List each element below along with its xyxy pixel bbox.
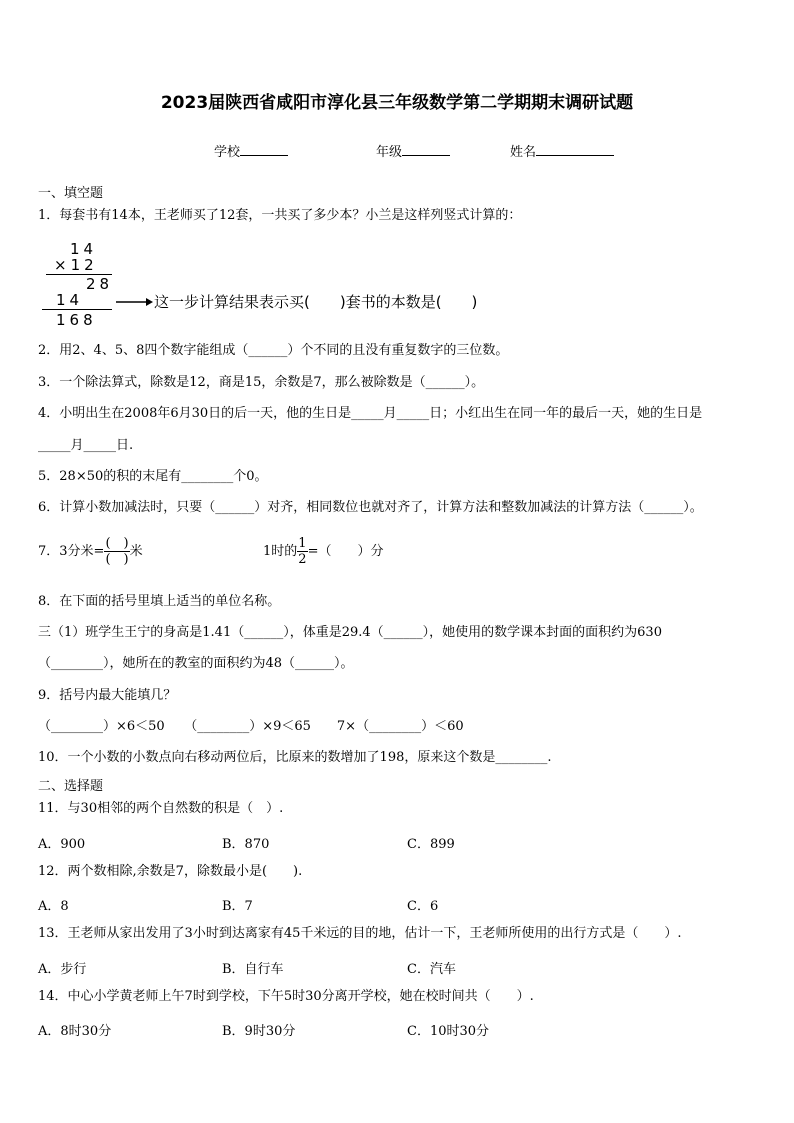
q12-option-a[interactable]: A．8 [38,899,69,914]
calc-row-multiplier: ×12 [54,256,98,274]
q7-left-prefix: 7．3分米= [38,544,105,559]
question-4-continued: _____月_____日. [38,438,134,453]
question-9-items: （________）×6＜50 （________）×9＜65 7×（________）＜60 [38,719,464,734]
q13-option-b[interactable]: B．自行车 [222,962,284,977]
q11-option-a[interactable]: A．900 [38,837,86,852]
grade-field [376,141,450,160]
q12-option-c[interactable]: C．6 [407,899,439,914]
question-14: 14．中心小学黄老师上午7时到学校，下午5时30分离开学校，她在校时间共（ ）. [38,989,534,1004]
q14-option-c[interactable]: C．10时30分 [407,1024,490,1039]
calc-row-partial-1: 28 [86,275,114,293]
question-12: 12．两个数相除,余数是7，除数最小是( ). [38,864,303,879]
q14-option-a[interactable]: A．8时30分 [38,1024,112,1039]
school-label: 学校 [214,145,241,160]
q11-option-c[interactable]: C．899 [407,837,455,852]
q7-left-suffix: 米 [129,544,143,559]
question-8-line-1: 三（1）班学生王宁的身高是1.41（______），体重是29.4（______），她使用的数学课本封面的面积约为630 [38,625,662,640]
question-5: 5．28×50的积的末尾有________个0。 [38,469,268,484]
question-1: 1．每套书有14本，王老师买了12套，一共买了多少本？小兰是这样列竖式计算的： [38,208,522,223]
page-title: 2023届陕西省咸阳市淳化县三年级数学第二学期期末调研试题 [160,93,634,113]
question-9: 9．括号内最大能填几？ [38,688,177,703]
school-field [214,141,288,160]
q7-right-fraction [297,536,307,567]
calc-row-multiplicand: 14 [70,240,98,258]
grade-blank[interactable] [402,142,450,156]
q7-left-fraction [104,536,129,567]
question-13: 13．王老师从家出发用了3小时到达离家有45千米远的目的地，估计一下，王老师所使用的出行方式是（ ）. [38,926,682,941]
q11-option-b[interactable]: B．870 [222,837,270,852]
q12-option-b[interactable]: B．7 [222,899,253,914]
section-heading-multiple-choice: 二、选择题 [38,779,104,794]
calc-annotation: 这一步计算结果表示买( )套书的本数是( ) [154,293,478,311]
question-7-right [263,532,383,572]
question-8: 8．在下面的括号里填上适当的单位名称。 [38,594,281,609]
section-heading-fill-blank: 一、填空题 [38,186,104,201]
vertical-multiplication [38,240,518,330]
question-10: 10．一个小数的小数点向右移动两位后，比原来的数增加了198，原来这个数是________. [38,750,552,765]
question-4: 4．小明出生在2008年6月30日的后一天，他的生日是_____月_____日；小红出生在同一年的最后一天，她的生日是 [38,406,703,421]
q7-left-numerator: ( ) [105,536,129,551]
q7-right-denominator: 2 [298,552,307,567]
question-7-left [38,532,143,572]
calc-row-product: 168 [56,311,97,329]
calc-row-partial-2: 14 [56,291,84,309]
arrow-right-icon [116,296,154,308]
question-2: 2．用2、4、5、8四个数字能组成（______）个不同的且没有重复数字的三位数。 [38,343,509,358]
q13-option-c[interactable]: C．汽车 [407,962,456,977]
question-8-line-2: （________），她所在的教室的面积约为48（______）。 [38,656,354,671]
question-11: 11．与30相邻的两个自然数的积是（ ）. [38,801,284,816]
grade-label: 年级 [376,145,403,160]
q7-right-numerator: 1 [298,536,307,551]
question-3: 3．一个除法算式，除数是12，商是15，余数是7，那么被除数是（______）。 [38,375,485,390]
q7-right-suffix: =（ ）分 [307,544,384,559]
q7-left-denominator: ( ) [105,552,129,567]
calc-divider-2 [42,309,112,310]
q7-right-prefix: 1时的 [263,544,298,559]
school-blank[interactable] [240,142,288,156]
q13-option-a[interactable]: A．步行 [38,962,87,977]
q14-option-b[interactable]: B．9时30分 [222,1024,296,1039]
name-blank[interactable] [536,142,614,156]
name-label: 姓名 [510,145,537,160]
name-field [510,141,614,160]
question-6: 6．计算小数加减法时，只要（______）对齐，相同数位也就对齐了，计算方法和整数加减法的计算方法（______）。 [38,500,703,515]
